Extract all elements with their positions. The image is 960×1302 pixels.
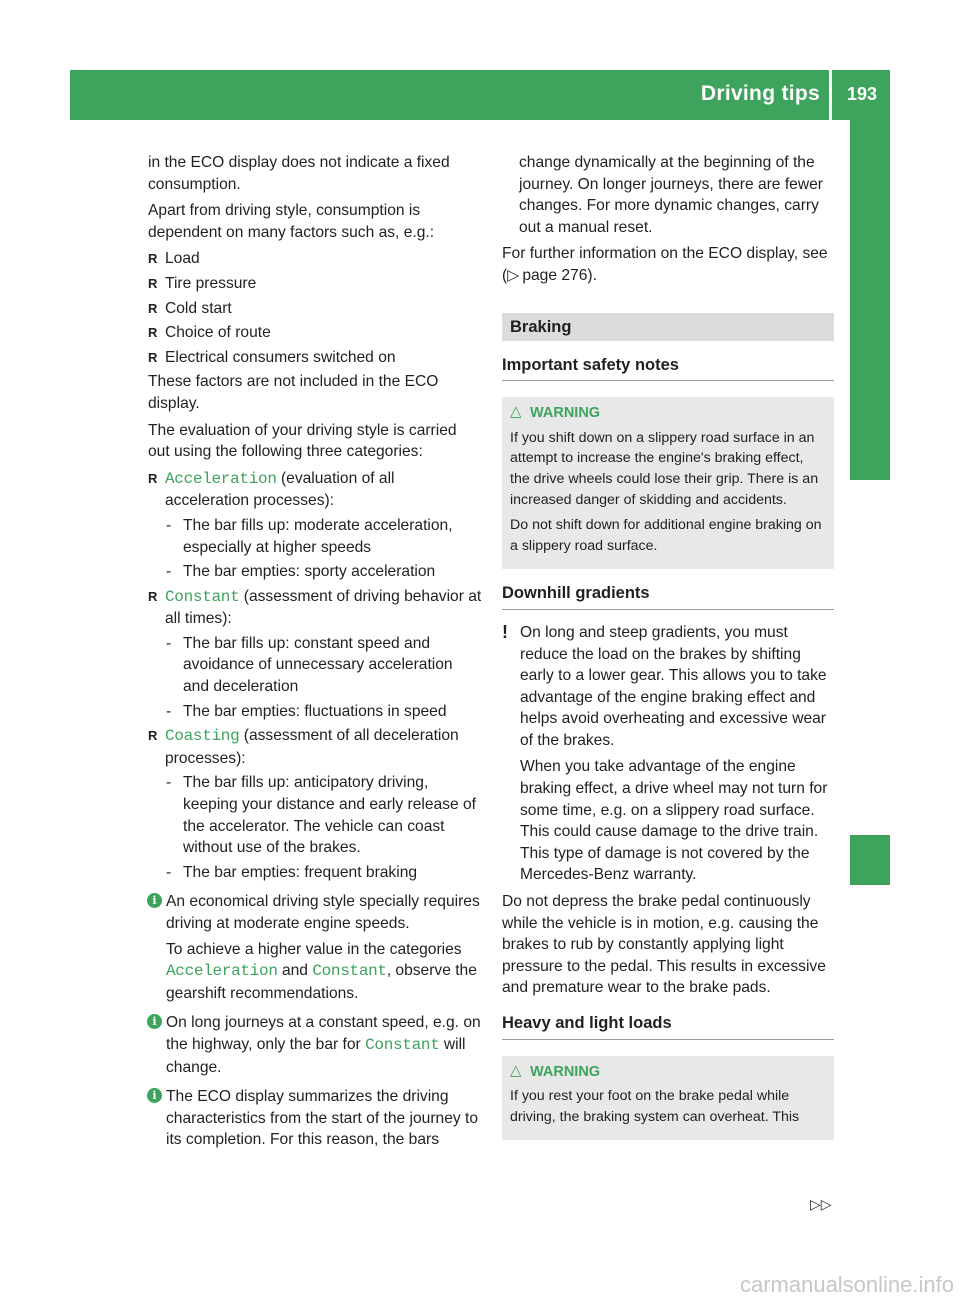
category-constant — [148, 586, 482, 630]
caution-text: On long and steep gradients, you must reduce the load on the brakes by shifting early to a lower gear. This allows you to take advantage of the engine braking effect and helps avoid overheating and excessive wear of the brakes. — [520, 623, 827, 749]
display-term: Acceleration — [166, 962, 278, 981]
display-term: Constant — [312, 962, 387, 981]
warning-text: If you rest your foot on the brake pedal while driving, the braking system can overheat. This — [510, 1088, 800, 1125]
warning-triangle-icon: △ — [510, 1061, 522, 1079]
paragraph: These factors are not included in the ECO display. — [148, 373, 439, 412]
info-note — [148, 1012, 482, 1078]
info-note — [148, 1086, 482, 1151]
sub-item: - The bar fills up: constant speed and avoidance of unnecessary acceleration and deceleration — [148, 633, 482, 698]
sub-item: - The bar empties: frequent braking — [148, 862, 482, 884]
display-term: Coasting — [165, 727, 240, 746]
display-term: Acceleration — [165, 469, 277, 488]
side-tab-label: Driving and parking — [858, 256, 880, 450]
page-number: 193 — [846, 84, 878, 104]
display-term: Constant — [165, 587, 240, 606]
subsection-heading: Downhill gradients — [502, 583, 834, 610]
sub-item: - The bar empties: sporty acceleration — [148, 561, 482, 583]
note-text: The ECO display summarizes the driving characteristics from the start of the journey to its completion. For this reason, the bars — [166, 1088, 479, 1149]
exclamation-icon: ! — [502, 621, 508, 642]
header-separator — [829, 70, 832, 120]
warning-text: If you shift down on a slippery road surface in an attempt to increase the engine's braking effect, the drive wheels could lose their grip. There is an increased danger of skidding and accidents. — [510, 429, 819, 508]
info-note — [148, 891, 482, 1004]
info-icon: i — [147, 893, 162, 908]
page-header — [70, 70, 890, 120]
watermark: carmanualsonline.info — [739, 1272, 954, 1297]
list-item: R Electrical consumers switched on — [148, 347, 482, 369]
paragraph: Apart from driving style, consumption is dependent on many factors such as, e.g.: — [148, 202, 435, 241]
paragraph: in the ECO display does not indicate a fixed consumption. — [148, 154, 450, 193]
warning-box — [502, 1056, 834, 1141]
list-item: R Cold start — [148, 298, 482, 320]
list-item: R Tire pressure — [148, 273, 482, 295]
warning-title: △ WARNING — [510, 1061, 601, 1080]
subsection-heading: Important safety notes — [502, 355, 834, 382]
page-reference-link[interactable]: page 276 — [522, 266, 588, 284]
category-acceleration — [148, 468, 482, 512]
caution-note — [502, 622, 834, 886]
category-desc: (assessment of driving behavior at all times): — [165, 587, 482, 628]
paragraph: Do not depress the brake pedal continuously while the vehicle is in motion, e.g. causing the brakes to rub by constantly applying light pressure to the pedal. This results in excessive and premature wear to the brake pads. — [502, 893, 826, 997]
info-icon: i — [147, 1014, 162, 1029]
note-text: An economical driving style specially requires driving at moderate engine speeds. — [166, 893, 480, 932]
note-text: On long journeys at a constant speed, e.g. on the highway, only the bar for Constant will change. — [166, 1014, 481, 1076]
category-desc: (assessment of all deceleration processes): — [165, 727, 459, 767]
continue-arrows-icon: ▷▷ — [810, 1196, 832, 1212]
category-coasting — [148, 725, 482, 769]
sub-item: - The bar fills up: anticipatory driving, keeping your distance and early release of the accelerator. The vehicle can coast without use of the brakes. — [148, 772, 482, 858]
page-ref-arrow-icon: ▷ — [507, 266, 520, 284]
subsection-heading: Heavy and light loads — [502, 1013, 834, 1040]
display-term: Constant — [365, 1035, 440, 1054]
paragraph: For further information on the ECO display, see (▷ page 276). — [502, 245, 828, 284]
paragraph: The evaluation of your driving style is carried out using the following three categories: — [148, 421, 457, 461]
right-column — [502, 152, 834, 1154]
list-item: R Load — [148, 248, 482, 270]
warning-title: △ WARNING — [510, 403, 601, 422]
list-item: R Choice of route — [148, 322, 482, 344]
info-icon: i — [147, 1088, 162, 1103]
left-column — [148, 152, 482, 1156]
warning-box — [502, 397, 834, 569]
note-text: To achieve a higher value in the categories Acceleration and Constant, observe the gearshift recommendations. — [166, 940, 477, 1002]
sub-item: - The bar empties: fluctuations in speed — [148, 701, 482, 723]
side-tab-marker — [850, 835, 890, 885]
warning-triangle-icon: △ — [510, 403, 522, 421]
warning-text: Do not shift down for additional engine braking on a slippery road surface. — [510, 517, 822, 554]
category-desc: (evaluation of all acceleration processes): — [165, 469, 395, 510]
paragraph: change dynamically at the beginning of the journey. On longer journeys, there are fewer changes. For more dynamic changes, carry out a manual reset. — [519, 154, 823, 236]
header-title: Driving tips — [700, 82, 820, 105]
sub-item: - The bar fills up: moderate acceleration, especially at higher speeds — [148, 515, 482, 558]
section-heading: Braking — [502, 313, 834, 341]
caution-text: When you take advantage of the engine braking effect, a drive wheel may not turn for some time, e.g. on a slippery road surface. This could cause damage to the drive train. This type of damage is not covered by the Mercedes-Benz warranty. — [520, 758, 828, 884]
